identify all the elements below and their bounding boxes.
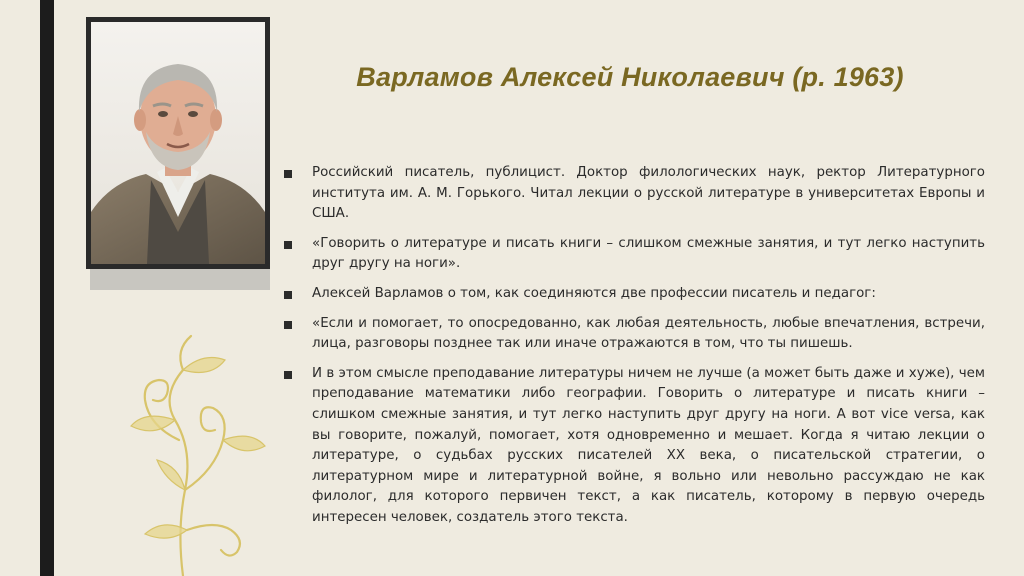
slide-title-text: Варламов Алексей Николаевич (р. 1963) [356,62,904,92]
bullet-text: Российский писатель, публицист. Доктор филологических наук, ректор Литературного института им. А. М. Горького. Читал лекции о русской литературе в университетах Европы и США. [312,165,985,222]
bullet-item [284,284,985,305]
portrait-photo [86,17,270,269]
bullet-text: И в этом смысле преподавание литературы ничем не лучше (а может быть даже и хуже), чем преподавание математики либо географии. Говорить о литературе и писать книги – слишком смежные занятия, и тут легко наступить друг другу на ноги. А вот vice versa, как вы говорите, пожалуй, помогает, хотя одновременно и мешает. Когда я читаю лекции о литературе, о судьбах русских писателей XX века, о писательской стратегии, о литературном мире и литературной войне, я вольно или невольно рассуждаю не как филолог, для которого первичен текст, а как писатель, которому в первую очередь интересен человек, создатель этого текста. [312,365,985,525]
bullet-item [284,364,985,529]
square-bullet-icon [284,371,292,379]
bullet-item [284,314,985,355]
bullet-text: Алексей Варламов о том, как соединяются две профессии писатель и педагог: [312,285,876,301]
square-bullet-icon [284,241,292,249]
square-bullet-icon [284,291,292,299]
bullet-text: «Если и помогает, то опосредованно, как любая деятельность, любые впечатления, встречи, лица, разговоры позднее так или иначе отражаются в том, что ты пишешь. [312,315,985,352]
floral-ornament-icon [105,330,275,576]
bullet-text: «Говорить о литературе и писать книги – слишком смежные занятия, и тут легко наступить друг другу на ноги». [312,235,985,272]
square-bullet-icon [284,170,292,178]
bullet-item [284,234,985,275]
slide-title [320,62,940,93]
portrait-image [91,22,265,264]
square-bullet-icon [284,321,292,329]
bullet-list [284,163,985,538]
bullet-item [284,163,985,225]
left-accent-bar [40,0,54,576]
